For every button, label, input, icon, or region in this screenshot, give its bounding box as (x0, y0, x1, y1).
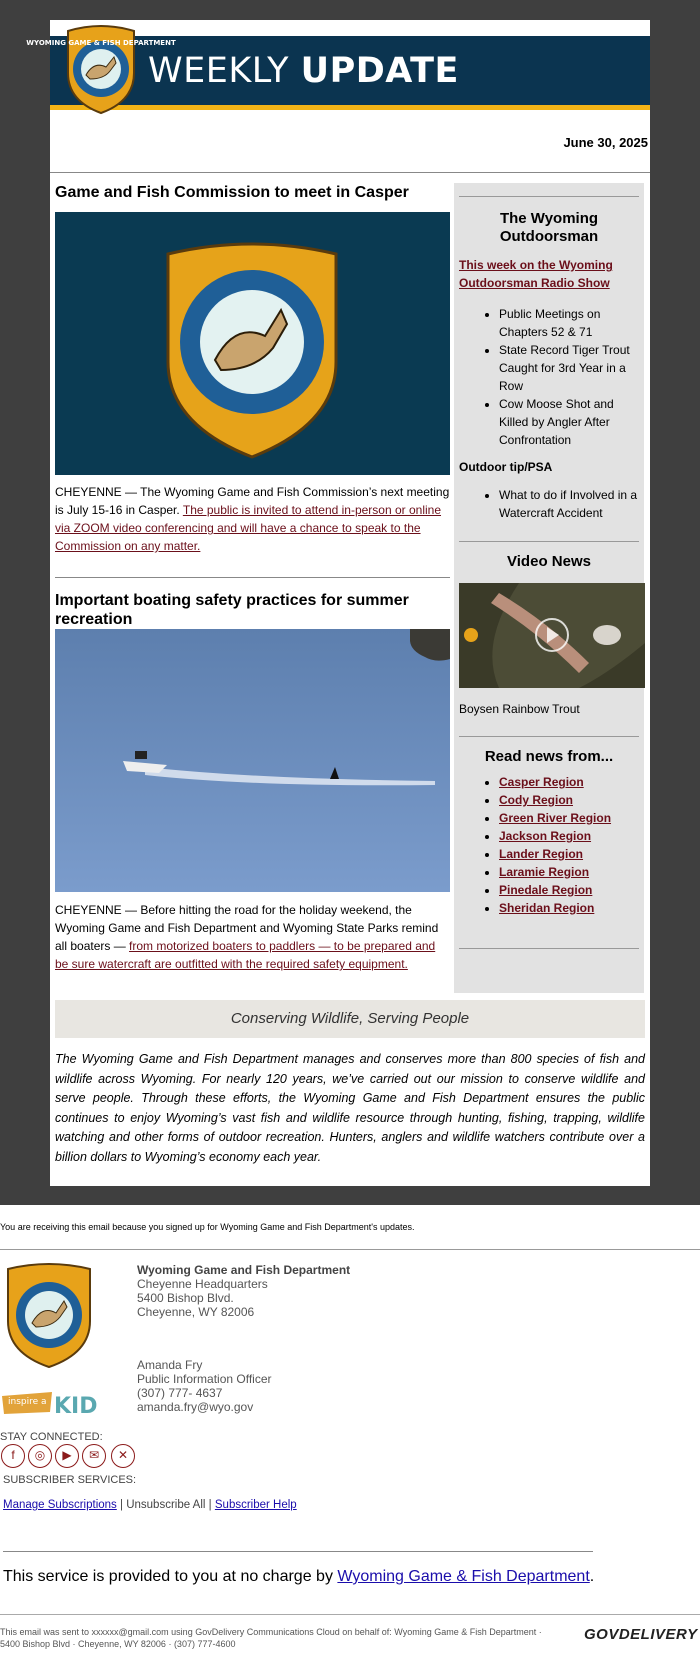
article-image-logo[interactable] (55, 212, 450, 475)
divider (0, 1249, 700, 1250)
youtube-icon[interactable]: ▶ (55, 1444, 79, 1468)
divider (459, 541, 639, 542)
article-summary: CHEYENNE — Before hitting the road for the holiday weekend, the Wyoming Game and Fish Department and Wyoming State Parks remind all boaters — from motorized boaters to paddlers — to be prepared and be sure watercraft are outfitted with the required safety equipment. (55, 903, 439, 971)
svg-text:KID: KID (54, 1394, 98, 1419)
service-statement: This service is provided to you at no charge by Wyoming Game & Fish Department. (3, 1568, 595, 1585)
govdelivery-note: This email was sent to xxxxxx@gmail.com using GovDelivery Communications Cloud on behalf of: Wyoming Game & Fish Department · 5400 Bishop Blvd · Cheyenne, WY 82006 · (307) 777-4600 (0, 1627, 542, 1649)
region-link-sheridan[interactable]: Sheridan Region (499, 901, 595, 915)
article-title[interactable]: Game and Fish Commission to meet in Casper (55, 184, 409, 201)
tip-list (459, 486, 639, 522)
govdelivery-logo[interactable]: GOVDELIVERY (584, 1626, 698, 1643)
region-link-casper[interactable]: Casper Region (499, 775, 584, 789)
sidebar-heading: Video News (507, 553, 591, 570)
header-title: WEEKLY UPDATE (148, 51, 459, 91)
region-link-green-river[interactable]: Green River Region (499, 811, 612, 825)
org-address: Wyoming Game and Fish Department Cheyenne Headquarters 5400 Bishop Blvd. Cheyenne, WY 82006 (137, 1263, 351, 1319)
subscriber-services-label: SUBSCRIBER SERVICES: (3, 1474, 137, 1486)
motto-banner: Conserving Wildlife, Serving People (55, 1000, 645, 1038)
sidebar-heading: The Wyoming Outdoorsman (499, 210, 599, 245)
region-link-jackson[interactable]: Jackson Region (499, 829, 592, 843)
svg-text:inspire a: inspire a (8, 1397, 47, 1407)
radio-topics-list (459, 305, 639, 449)
tip-label: Outdoor tip/PSA (459, 460, 553, 474)
divider (3, 1551, 593, 1552)
x-icon[interactable]: ✕ (111, 1444, 135, 1468)
regions-list (459, 773, 639, 917)
divider (459, 196, 639, 197)
divider (459, 948, 639, 949)
article-link[interactable]: from motorized boaters to paddlers — to be prepared and be sure watercraft are outfitted with the required safety equipment. (55, 939, 436, 971)
article-image-boating[interactable] (55, 629, 450, 892)
region-link-laramie[interactable]: Laramie Region (499, 865, 590, 879)
subscription-links: Manage Subscriptions | Unsubscribe All | Subscriber Help (3, 1499, 297, 1511)
svg-text:WYOMING GAME & FISH DEPARTMENT: WYOMING GAME & FISH DEPARTMENT (26, 39, 176, 47)
issue-date: June 30, 2025 (563, 135, 648, 150)
stay-connected-label: STAY CONNECTED: (0, 1431, 103, 1443)
wgfd-footer-logo (0, 1261, 98, 1369)
list-item: • Cow Moose Shot and Killed by Angler After Confrontation (499, 395, 639, 449)
video-thumbnail[interactable] (459, 583, 645, 688)
main-column (55, 183, 450, 971)
facebook-icon[interactable]: f (1, 1444, 25, 1468)
article-link[interactable]: The public is invited to attend in-person or online via ZOOM video conferencing and will have a chance to speak to the Commission on any matter. (55, 503, 442, 553)
manage-subscriptions-link[interactable]: Manage Subscriptions (3, 1499, 117, 1511)
list-item: • Public Meetings on Chapters 52 & 71 (499, 305, 639, 341)
subscriber-help-link[interactable]: Subscriber Help (214, 1499, 297, 1511)
email-body (26, 20, 650, 1186)
divider (55, 577, 450, 578)
divider (459, 736, 639, 737)
list-item: • State Record Tiger Trout Caught for 3rd Year in a Row (499, 341, 639, 395)
article-title[interactable]: Important boating safety practices for summer recreation (55, 592, 409, 628)
email-icon[interactable]: ✉ (82, 1444, 106, 1468)
list-item: • What to do if Involved in a Watercraft Accident (499, 486, 639, 522)
contact-info: Amanda Fry Public Information Officer (307) 777- 4637 amanda.fry@wyo.gov (137, 1358, 272, 1414)
wgfd-link[interactable]: Wyoming Game & Fish Department (337, 1568, 590, 1585)
sidebar (454, 183, 644, 993)
region-link-cody[interactable]: Cody Region (499, 793, 573, 807)
about-paragraph: The Wyoming Game and Fish Department manages and conserves more than 800 species of fish and wildlife across Wyoming. For nearly 120 years, we’ve carried out our mission to conserve wildlife and serve people. Through these efforts, the Wyoming Game and Fish Department ensures the public continues to enjoy Wyoming’s vast fish and wildlife resource through hunting, fishing, trapping, wildlife watching and other forms of outdoor recreation. Hunters, anglers and wildlife watchers contribute over a billion dollars to Wyoming’s economy each year. (55, 1052, 645, 1164)
region-link-lander[interactable]: Lander Region (499, 847, 584, 861)
article-summary: CHEYENNE — The Wyoming Game and Fish Commission’s next meeting is July 15-16 in Casper. The public is invited to attend in-person or online via ZOOM video conferencing and will have a chance to speak to the Commission on any matter. (55, 485, 450, 553)
inspire-a-kid-logo[interactable] (0, 1386, 100, 1420)
divider (50, 172, 650, 173)
wgfd-logo (26, 23, 176, 115)
instagram-icon[interactable]: ◎ (28, 1444, 52, 1468)
radio-show-link[interactable]: This week on the Wyoming Outdoorsman Radio Show (459, 258, 613, 290)
sidebar-heading: Read news from... (484, 748, 614, 765)
subscription-note: You are receiving this email because you signed up for Wyoming Game and Fish Department's updates. (0, 1222, 415, 1232)
divider (0, 1614, 700, 1615)
unsubscribe-all[interactable]: Unsubscribe All (126, 1499, 206, 1511)
region-link-pinedale[interactable]: Pinedale Region (499, 883, 593, 897)
video-caption: Boysen Rainbow Trout (459, 702, 580, 716)
